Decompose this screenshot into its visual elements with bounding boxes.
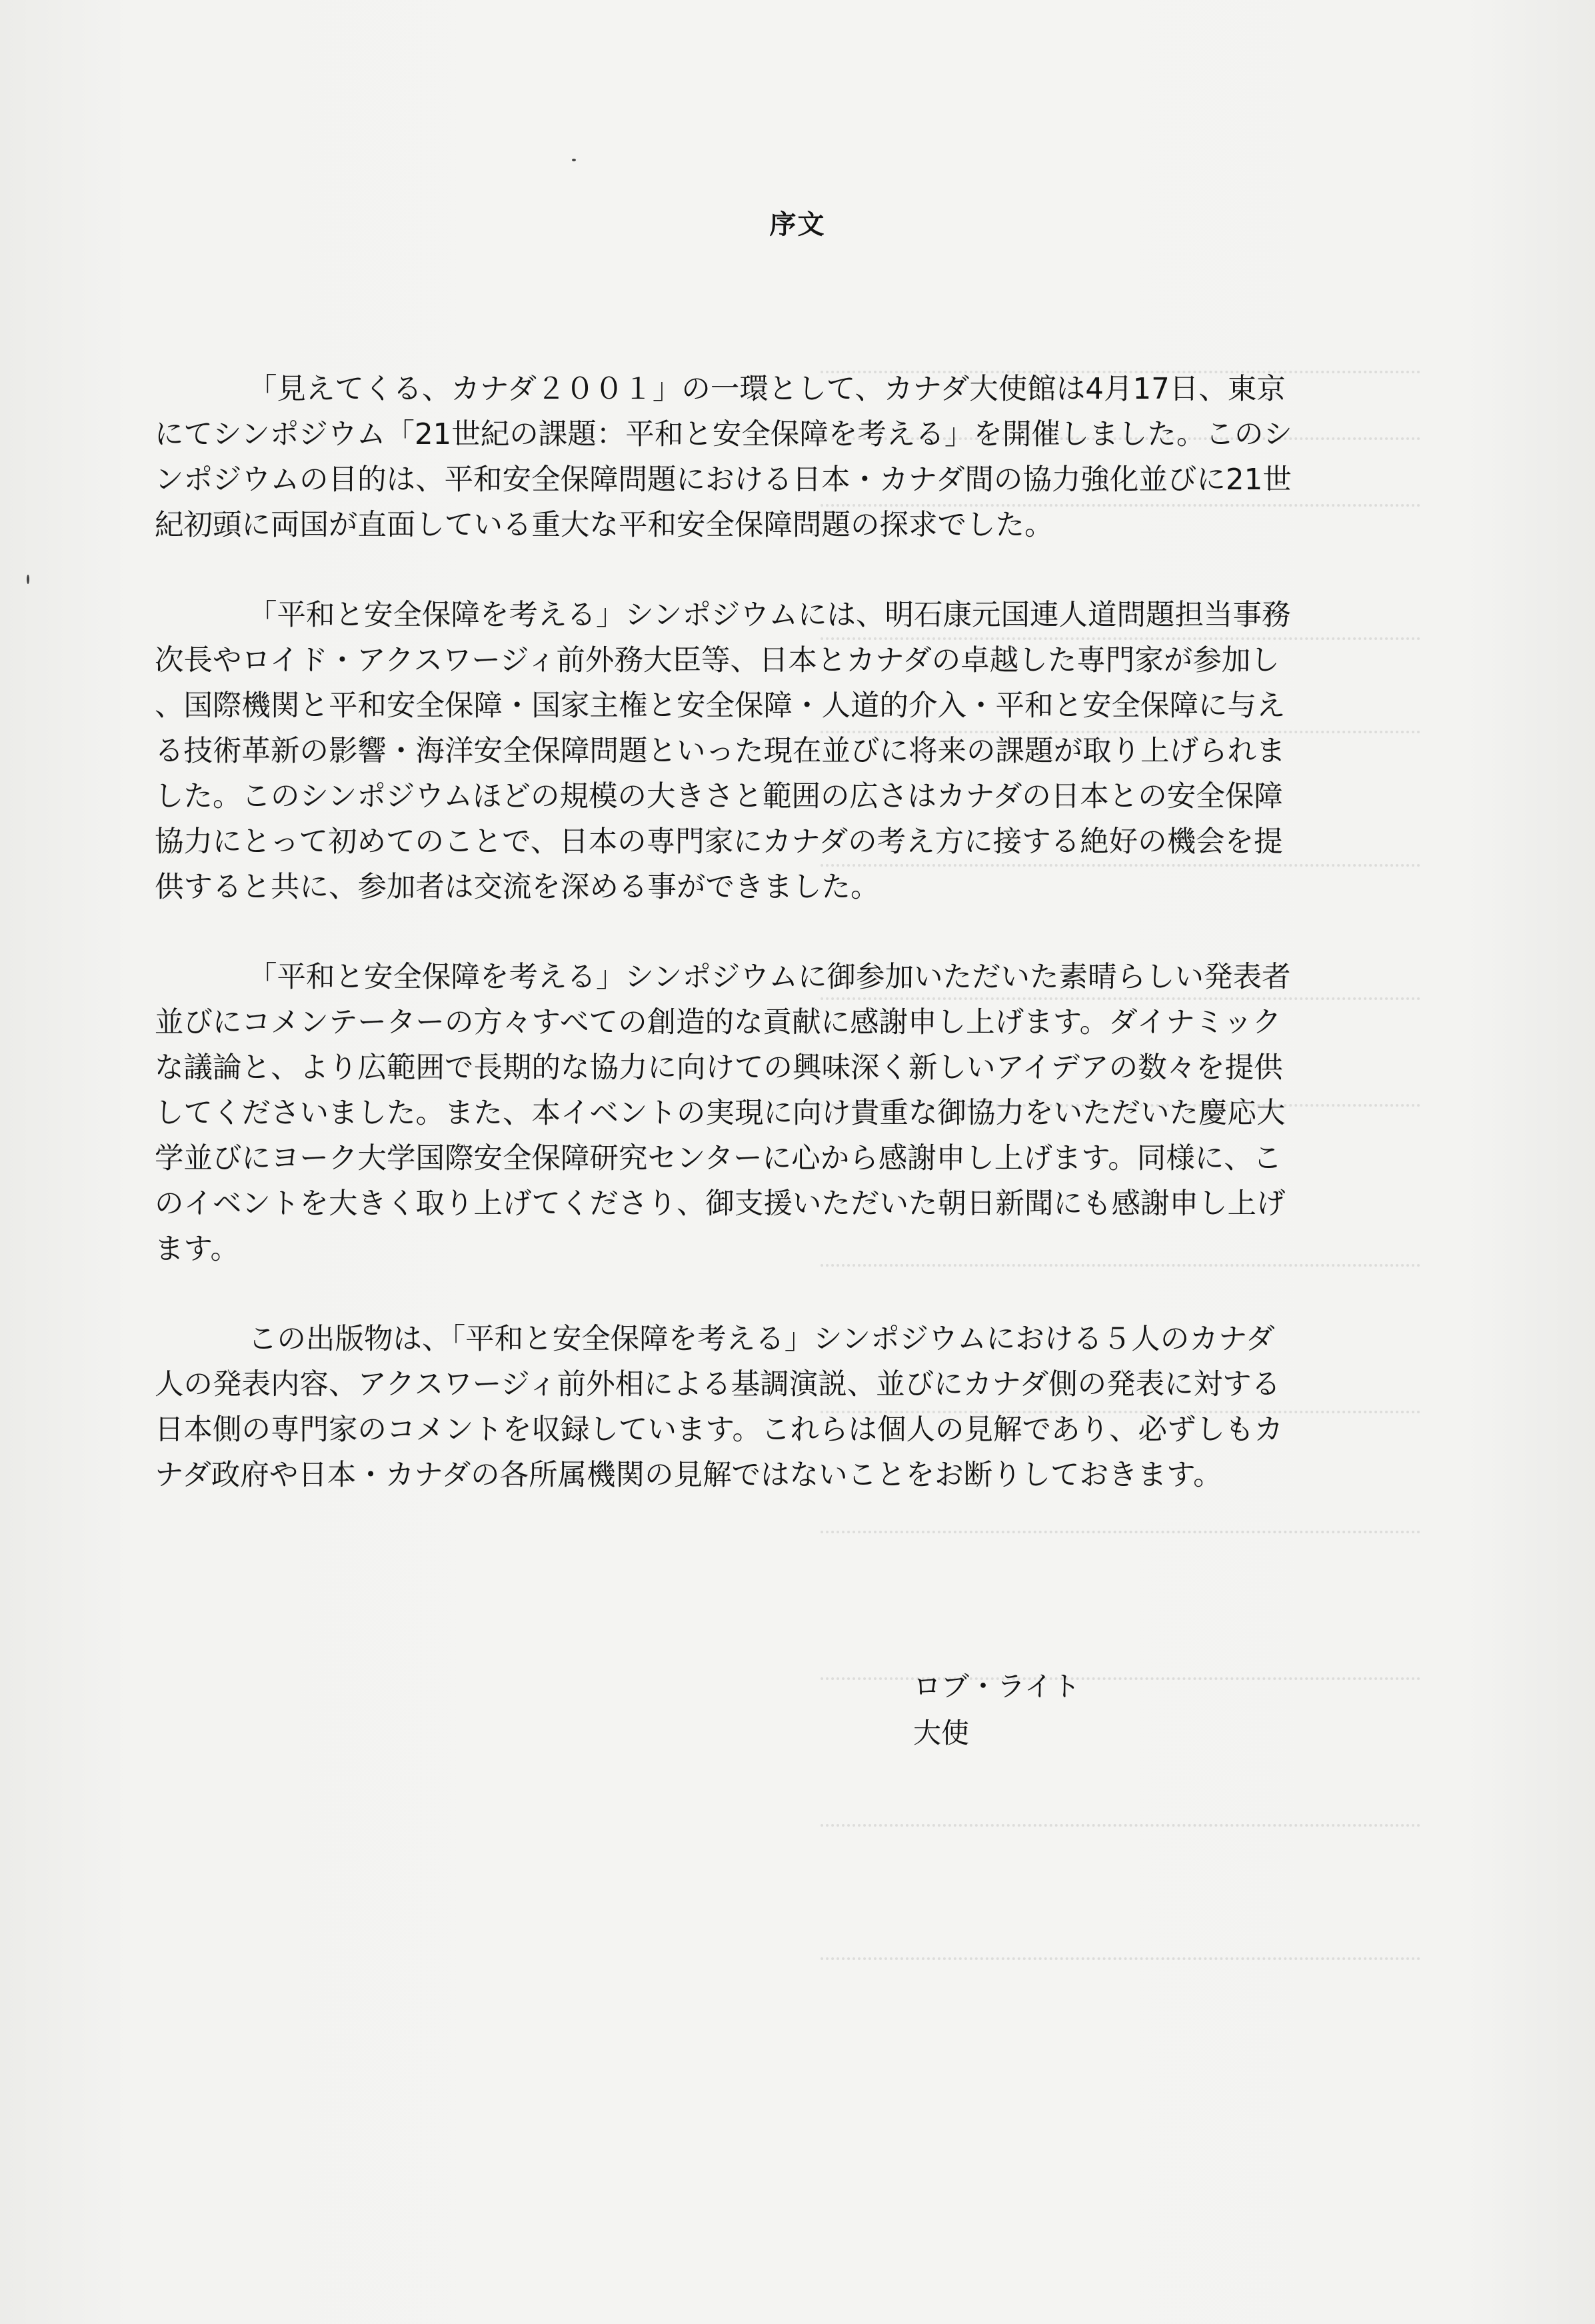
text-line: ンポジウムの目的は、平和安全保障問題における日本・カナダ間の協力強化並びに21世 — [155, 463, 1292, 497]
signer-name: ロブ・ライト — [913, 1670, 1080, 1703]
text-line: 協力にとって初めてのことで、日本の専門家にカナダの考え方に接する絶好の機会を提 — [155, 825, 1283, 859]
paragraph-3 — [155, 955, 1401, 1272]
text-line: な議論と、より広範囲で長期的な協力に向けての興味深く新しいアイデアの数々を提供 — [155, 1051, 1283, 1085]
text-line: 並びにコメンテーターの方々すべての創造的な貢献に感謝申し上げます。ダイナミック — [155, 1006, 1282, 1039]
text-line: この出版物は、「平和と安全保障を考える」シンポジウムにおける５人のカナダ — [248, 1323, 1275, 1356]
text-line: のイベントを大きく取り上げてくださり、御支援いただいた朝日新聞にも感謝申し上げ — [155, 1187, 1286, 1221]
text-line: にてシンポジウム「21世紀の課題：平和と安全保障を考える」を開催しました。このシ — [155, 418, 1292, 451]
text-line: してくださいました。また、本イベントの実現に向け貴重な御協力をいただいた慶応大 — [155, 1097, 1286, 1130]
text-line: ナダ政府や日本・カナダの各所属機関の見解ではないことをお断りしておきます。 — [155, 1459, 1222, 1492]
text-line: 学並びにヨーク大学国際安全保障研究センターに心から感謝申し上げます。同様に、こ — [155, 1142, 1282, 1175]
paragraph-2 — [155, 593, 1401, 910]
body-text — [155, 367, 1401, 1543]
text-line: 次長やロイド・アクスワージィ前外務大臣等、日本とカナダの卓越した専門家が参加し — [155, 644, 1280, 677]
paper-speck — [572, 159, 576, 161]
paragraph-4 — [155, 1317, 1401, 1498]
paper-speck — [27, 575, 29, 584]
text-line: 人の発表内容、アクスワージィ前外相による基調演説、並びにカナダ側の発表に対する — [155, 1368, 1281, 1401]
text-line: 「見えてくる、カナダ２００１」の一環として、カナダ大使館は4月17日、東京 — [248, 373, 1286, 406]
text-line: 「平和と安全保障を考える」シンポジウムに御参加いただいた素晴らしい発表者 — [248, 961, 1291, 994]
text-line: 紀初頭に両国が直面している重大な平和安全保障問題の探求でした。 — [155, 509, 1054, 542]
text-line: 「平和と安全保障を考える」シンポジウムには、明石康元国連人道問題担当事務 — [248, 599, 1291, 632]
signature-block — [913, 1663, 1080, 1757]
paragraph-1 — [155, 367, 1401, 548]
text-line: ます。 — [155, 1233, 240, 1266]
text-line: した。このシンポジウムほどの規模の大きさと範囲の広さはカナダの日本との安全保障 — [155, 780, 1283, 813]
text-line: る技術革新の影響・海洋安全保障問題といった現在並びに将来の課題が取り上げられま — [155, 735, 1286, 768]
text-line: 、国際機関と平和安全保障・国家主権と安全保障・人道的介入・平和と安全保障に与え — [155, 689, 1286, 723]
text-line: 供すると共に、参加者は交流を深める事ができました。 — [155, 871, 880, 904]
signer-title: 大使 — [913, 1717, 970, 1749]
page-heading: 序文 — [769, 209, 826, 240]
text-line: 日本側の専門家のコメントを収録しています。これらは個人の見解であり、必ずしもカ — [155, 1413, 1284, 1447]
